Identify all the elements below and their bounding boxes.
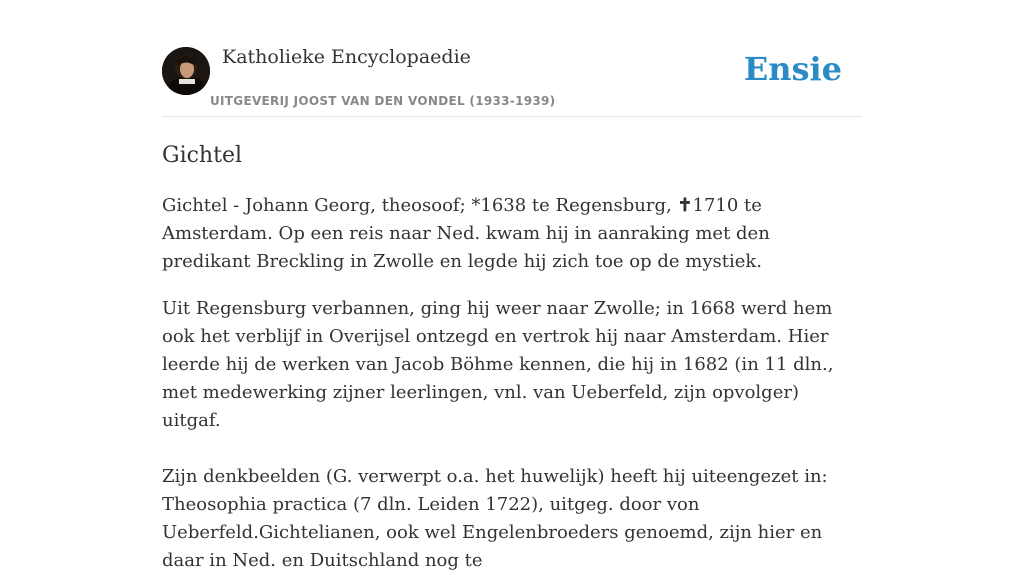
publication-avatar[interactable] [162, 47, 210, 95]
article-paragraph: Uit Regensburg verbannen, ging hij weer naar Zwolle; in 1668 werd hem ook het verblijf in Overijsel ontzegd en vertrok hij naar Amsterdam. Hier leerde hij de werken van Jacob Böhme kennen, die hij in 1682 (in 11 dln., met medewerking zijner leerlingen, vnl. van Ueberfeld, zijn opvolger) uitgaf. [162, 298, 834, 431]
page-container [162, 0, 862, 575]
publication-title[interactable]: Katholieke Encyclopaedie [222, 46, 471, 68]
brand-logo-link[interactable]: Ensie [743, 50, 842, 88]
death-cross-symbol: ✝ [677, 195, 693, 216]
publication-subtitle: UITGEVERIJ JOOST VAN DEN VONDEL (1933-1939) [210, 94, 556, 108]
paragraph-text: 1710 te Amsterdam. Op een reis naar Ned. kwam hij in aanraking met den predikant Breckling in Zwolle en legde hij zich toe op de mystiek. [162, 195, 770, 272]
paragraph-text: Gichtel - Johann Georg, theosoof; *1638 te Regensburg, [162, 195, 678, 216]
site-header [162, 0, 862, 117]
article-paragraph [162, 192, 862, 276]
portrait-icon [162, 47, 210, 95]
article-title: Gichtel [162, 143, 242, 168]
article-paragraph: Zijn denkbeelden (G. verwerpt o.a. het huwelijk) heeft hij uiteengezet in: Theosophia practica (7 dln. Leiden 1722), uitgeg. door von Ueberfeld.Gichtelianen, ook wel Engelenbroeders genoemd, zijn hier en daar in Ned. en Duitschland nog te [162, 466, 828, 571]
